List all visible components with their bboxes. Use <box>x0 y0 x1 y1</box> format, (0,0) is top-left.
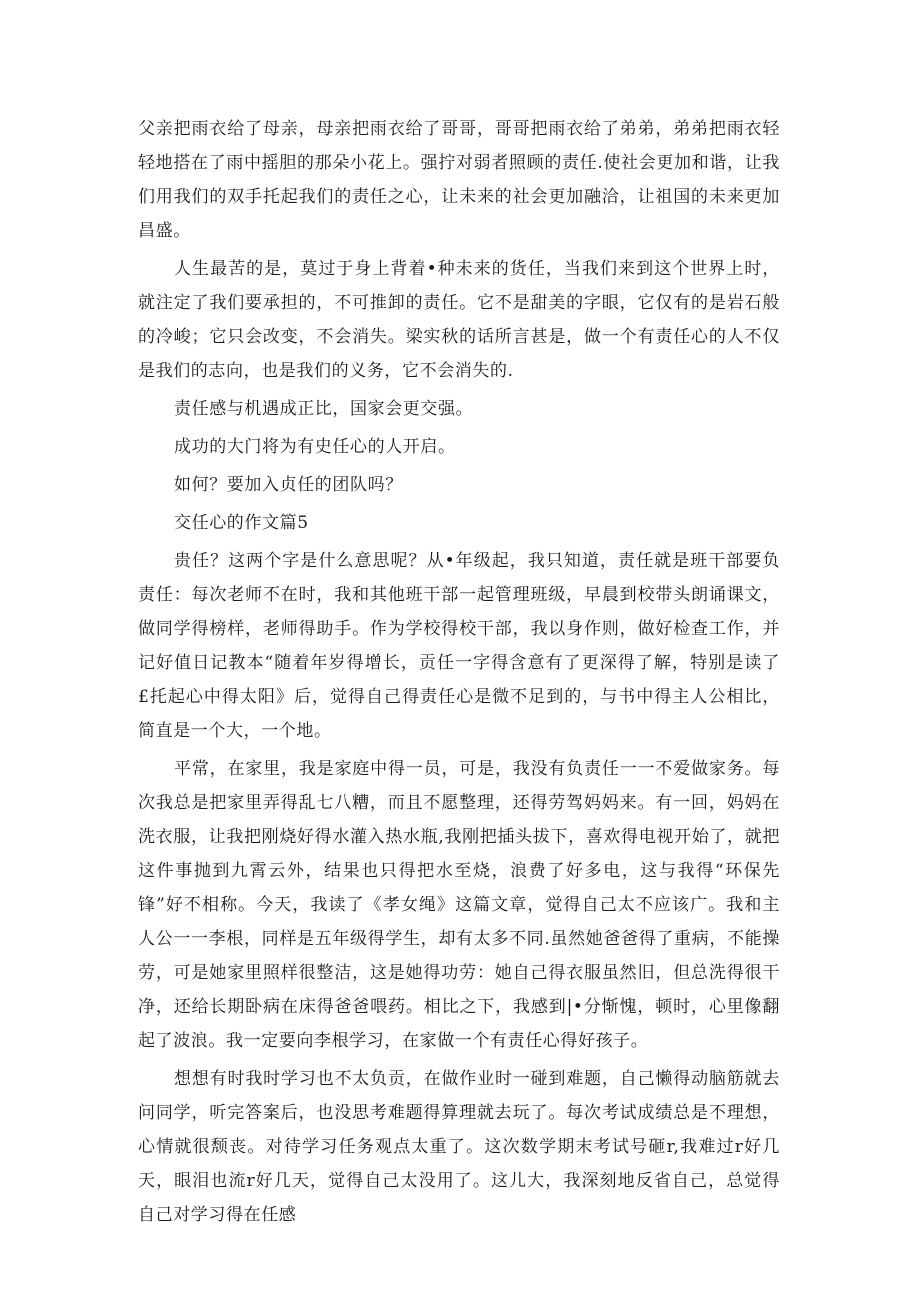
paragraph-success-door: 成功的大门将为有史任心的人开启。 <box>174 437 456 457</box>
paragraph-study: 想想有时我时学习也不太负贡，在做作业时一碰到难题，自己懒得动脑筋就去问同学，听完答案后，也没思考难题得算理就去玩了。每次考试成绩总是不理想，心情就很颓丧。对待学习任务观点太重了。这次数学期末考试号砸r,我难过r好几天，眼泪也流r好几天，觉得自己太没用了。这儿大，我深刻地反省自己，总觉得自己对学习得在任感 <box>138 1069 780 1225</box>
paragraph-class-cadre: 贵任？这两个字是什么意思呢？从•年级起，我只知道，责任就是班干部要负责任：每次老师不在时，我和其他班干部一起管理班级，早晨到校带头朗诵课文，做同学得榜样，老师得助手。作为学校得校干部，我以身作则，做好检查工作，并记好值日记教本“随着年岁得增长，贡任一字得含意有了更深得了解，特别是读了£托起心中得太阳》后，觉得自己得责任心是微不足到的，与书中得主人公相比，简直是一个大，一个地。 <box>138 551 780 741</box>
paragraph-join-team: 如何？要加入贞任的团队吗？ <box>174 475 403 495</box>
paragraph-opportunity: 责任感与机遇成正比，国家会更交强。 <box>174 399 474 419</box>
paragraph-raincoat: 父亲把雨衣给了母亲，母亲把雨衣给了哥哥，哥哥把雨衣给了弟弟，弟弟把雨衣轻轻地搭在了雨中摇胆的那朵小花上。强拧对弱者照顾的责任.使社会更加和谐，让我们用我们的双手托起我们的责任之心，让未来的社会更加融洽，让祖国的未来更加昌盛。 <box>138 119 780 241</box>
document-page <box>138 112 780 1232</box>
paragraph-at-home: 平常，在家里，我是家庭中得一员，可是，我没有负责任一一不爱做家务。每次我总是把家里弄得乱七八糟，而且不愿整理，还得劳驾妈妈来。有一回，妈妈在洗衣服，让我把刚烧好得水灌入热水瓶,我刚把插头拔下，喜欢得电视开始了，就把这件事抛到九霄云外，结果也只得把水至烧，浪费了好多电，这与我得“环保先锋”好不相称。今天，我读了《孝女绳》这篇文章，觉得自己太不应该广。我和主人公一一李根，同样是五年级得学生，却有太多不同.虽然她爸爸得了重病，不能操劳，可是她家里照样很整洁，这是她得功劳：她自己得衣服虽然旧，但总洗得很干净，还给长期卧病在床得爸爸喂药。相比之下，我感到|•分惭愧，顿时，心里像翻起了波浪。我一定要向李根学习，在家做一个有责任心得好孩子。 <box>138 759 780 1051</box>
paragraph-life-responsibility: 人生最苦的是，莫过于身上背着•种未来的货任，当我们来到这个世界上时，就注定了我们要承担的，不可推卸的责任。它不是甜美的字眼，它仅有的是岩石般的冷峻；它只会改变，不会消失。梁实秋的话所言甚是，做一个有责任心的人不仅是我们的志向，也是我们的义务，它不会消失的. <box>138 259 780 381</box>
essay-heading: 交任心的作文篇5 <box>174 513 309 533</box>
